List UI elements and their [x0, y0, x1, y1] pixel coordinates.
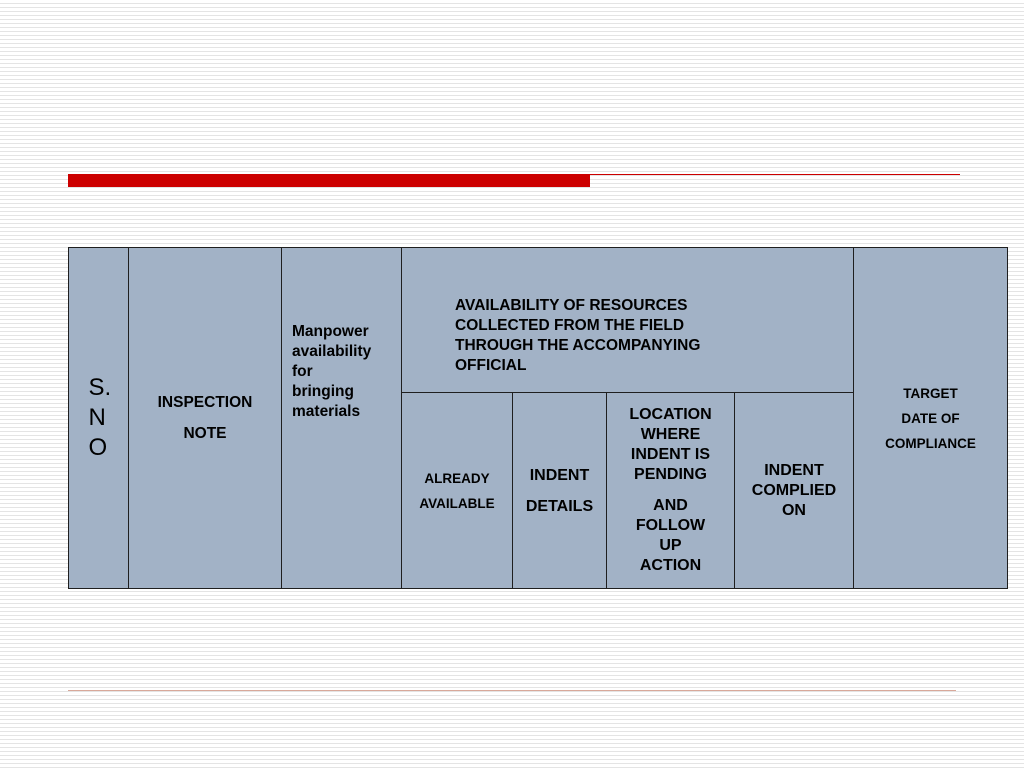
manpower-line-3: for	[292, 363, 313, 380]
manpower-line-4: bringing	[292, 383, 354, 400]
already-available-line-1: ALREADY	[424, 470, 490, 486]
target-line-1: TARGET	[903, 385, 958, 401]
location-line-3: INDENT IS	[630, 446, 711, 463]
follow-up-line-1: AND	[653, 497, 688, 514]
indent-complied-line-1: INDENT	[764, 461, 824, 479]
sno-label: S.NO	[88, 374, 112, 461]
header-availability-of-resources	[401, 247, 854, 393]
already-available-line-2: AVAILABLE	[419, 495, 495, 511]
availability-line-2: COLLECTED FROM THE FIELD	[455, 317, 685, 334]
subheader-indent-complied	[734, 392, 854, 589]
location-line-1: LOCATION	[629, 406, 712, 423]
inspection-line-2: NOTE	[183, 425, 227, 442]
availability-line-3: THROUGH THE ACCOMPANYING	[455, 337, 701, 354]
header-manpower	[281, 247, 402, 589]
follow-up-line-3: UP	[659, 537, 682, 554]
manpower-line-2: availability	[292, 343, 372, 360]
manpower-line-1: Manpower	[292, 323, 369, 340]
manpower-line-5: materials	[292, 403, 361, 420]
header-target-date	[853, 247, 1008, 589]
indent-complied-line-3: ON	[781, 501, 806, 519]
inspection-line-1: INSPECTION	[157, 394, 253, 411]
indent-details-line-2: DETAILS	[525, 497, 594, 515]
subheader-location-pending	[606, 392, 735, 589]
target-line-3: COMPLIANCE	[885, 435, 976, 451]
follow-up-line-4: ACTION	[639, 557, 702, 574]
indent-complied-line-2: COMPLIED	[751, 481, 837, 499]
indent-details-line-1: INDENT	[529, 466, 590, 484]
subheader-already-available	[401, 392, 513, 589]
header-inspection-note	[128, 247, 282, 589]
availability-line-1: AVAILABILITY OF RESOURCES	[455, 297, 688, 314]
subheader-indent-details	[512, 392, 607, 589]
location-line-2: WHERE	[640, 426, 701, 443]
target-line-2: DATE OF	[901, 410, 960, 426]
follow-up-line-2: FOLLOW	[635, 517, 706, 534]
location-line-4: PENDING	[634, 466, 707, 483]
header-sno	[68, 247, 129, 589]
availability-line-4: OFFICIAL	[455, 357, 527, 374]
